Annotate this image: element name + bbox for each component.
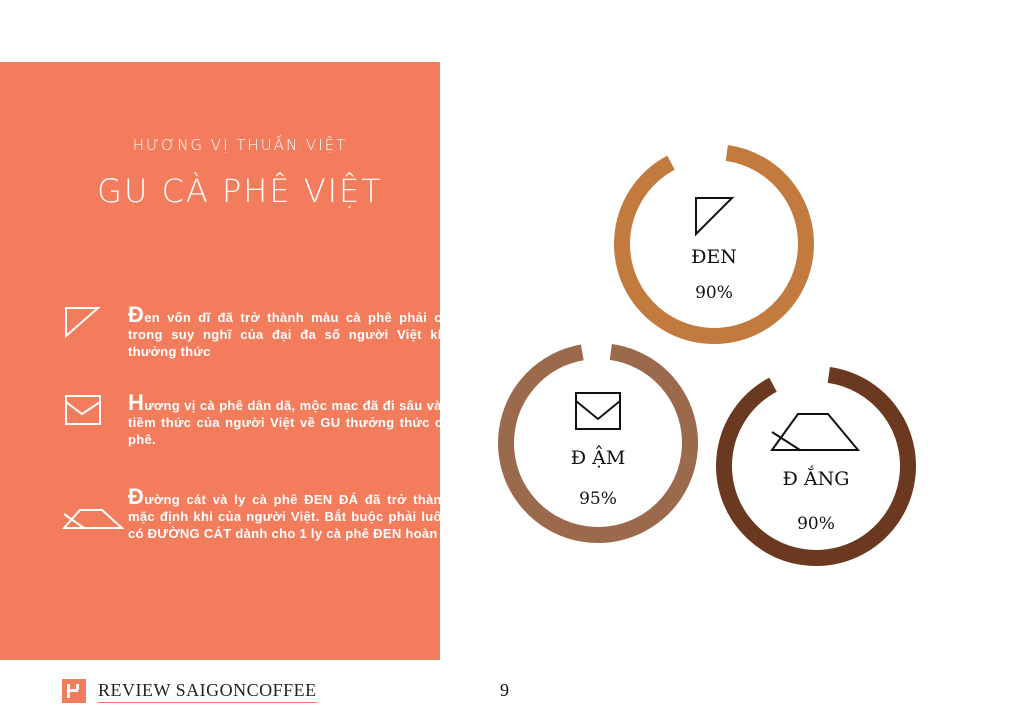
list-item-huong-vi (62, 390, 450, 454)
drop-cap: Đ (128, 302, 145, 327)
triangle-corner-icon (692, 194, 736, 238)
list-item-den (62, 302, 450, 366)
item-text: en vốn dĩ đã trở thành màu cà phê phải có trong suy nghĩ của đại đa số người Việt khi thưởng thức (128, 310, 450, 359)
ring-dam-label: Đ ẬM (570, 447, 626, 469)
ring-dam-percent: 95% (579, 489, 617, 509)
ring-dang-label: Đ ẮNG (782, 468, 850, 490)
drop-cap: Đ (128, 484, 145, 509)
ring-dang (714, 364, 918, 568)
ring-den-label: ĐEN (691, 246, 737, 268)
sugar-pile-icon (62, 498, 124, 532)
ring-dam-arc (496, 341, 700, 545)
ring-den (612, 142, 816, 346)
drop-cap: H (128, 390, 145, 415)
item-text: ương vị cà phê dân dã, mộc mạc đã đi sâu vào tiềm thức của người Việt về GU thưởng thức cà phê. (128, 398, 450, 447)
page-title: GU CÀ PHÊ VIỆT (97, 172, 383, 210)
ring-den-arc (612, 142, 816, 346)
ring-den-percent: 90% (695, 283, 733, 303)
ring-dang-arc (714, 364, 918, 568)
brand-logo-icon (62, 679, 86, 703)
section-eyebrow: HƯƠNG VỊ THUẦN VIỆT (132, 136, 348, 154)
ring-dang-percent: 90% (797, 514, 835, 534)
footer-brand: REVIEW SAIGONCOFFEE (98, 680, 317, 703)
page-number: 9 (500, 680, 509, 700)
triangle-corner-icon (62, 306, 102, 340)
list-item-duong-cat (62, 484, 450, 558)
item-text: ường cát và ly cà phê ĐEN ĐÁ đã trở thành mặc định khi của người Việt. Bắt buộc phải luôn có ĐƯỜNG CÁT dành cho 1 ly cà phê ĐEN hoàn (128, 492, 450, 541)
folded-square-icon (572, 389, 624, 433)
ring-dam (496, 341, 700, 545)
sugar-pile-icon (768, 410, 862, 454)
folded-square-icon (62, 394, 104, 428)
